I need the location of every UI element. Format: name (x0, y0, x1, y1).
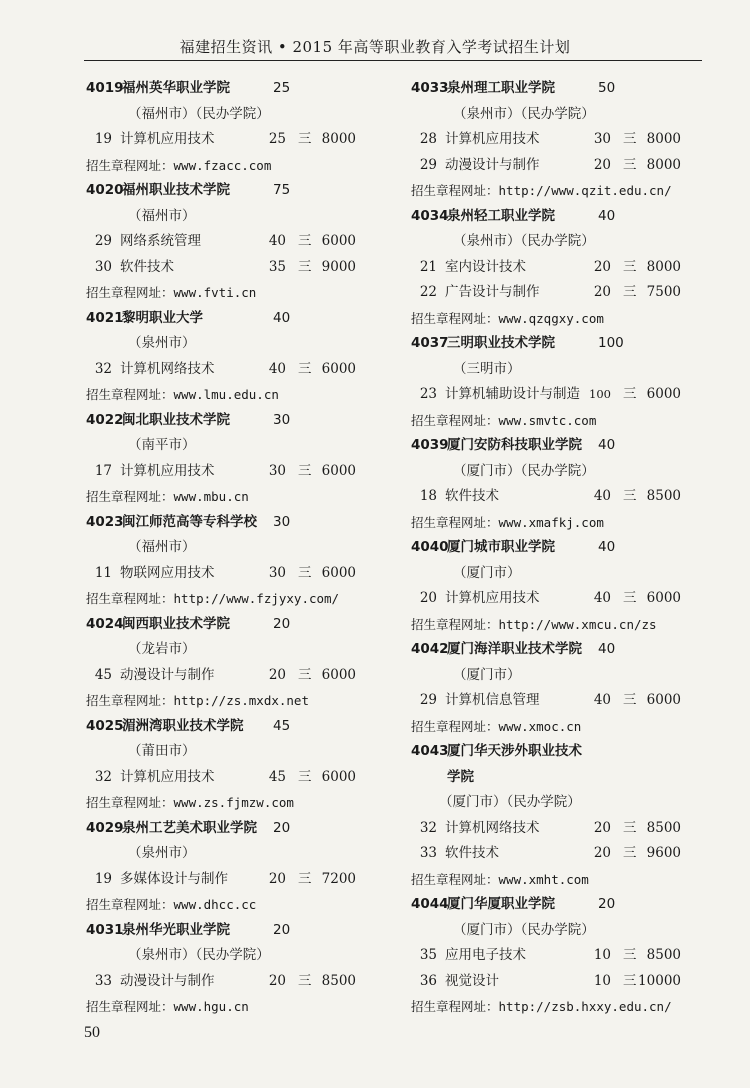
admission-url-label: 招生章程网址： (86, 489, 174, 504)
major-plan: 20 (593, 156, 611, 173)
major-fee: 8000 (646, 131, 681, 147)
major-fee: 7200 (321, 870, 356, 887)
school-region: （泉州市） (128, 845, 196, 861)
admission-url-label: 招生章程网址： (411, 310, 499, 326)
school-region: （厦门市） (453, 564, 521, 581)
school-region: （厦门市） (453, 666, 521, 683)
major-plan: 30 (593, 131, 611, 147)
major-plan: 30 (268, 564, 286, 581)
school-region: （厦门市）（民办学院） (439, 794, 581, 810)
school-name: 厦门海洋职业技术学院 (447, 641, 582, 657)
school-region: （厦门市）（民办学院） (453, 921, 595, 938)
school-name: 三明职业技术学院 (447, 335, 555, 351)
major-name: 网络系统管理 (120, 233, 201, 249)
school-quota: 45 (273, 717, 291, 734)
major-code: 33 (94, 972, 112, 989)
school-name: 泉州轻工职业学院 (447, 207, 555, 224)
school-code: 4025 (86, 717, 124, 734)
major-code: 19 (94, 870, 112, 887)
major-row (86, 561, 386, 587)
school-heading (411, 433, 711, 459)
major-years: 三 (623, 819, 637, 836)
major-years: 三 (623, 386, 637, 402)
major-row (86, 127, 386, 153)
admission-url-link[interactable]: www.zs.fjmzw.com (173, 795, 294, 810)
page-header: 福建招生资讯 • 2015 年高等职业教育入学考试招生计划 (179, 38, 571, 56)
school-quota: 20 (273, 819, 291, 836)
major-code: 32 (94, 360, 112, 377)
major-fee: 8500 (321, 972, 356, 989)
major-name: 计算机网络技术 (120, 360, 215, 377)
major-plan: 100 (589, 387, 611, 401)
admission-url-link[interactable]: www.fzacc.com (173, 157, 272, 173)
school-name: 泉州理工职业学院 (447, 80, 555, 96)
major-row (411, 382, 711, 408)
admission-url-label: 招生章程网址： (411, 183, 499, 198)
school-code: 4040 (411, 539, 449, 555)
admission-url-row (411, 867, 711, 893)
school-heading (86, 714, 386, 740)
major-plan: 35 (268, 258, 286, 275)
school-region: （厦门市）（民办学院） (453, 462, 595, 479)
school-heading (411, 739, 711, 790)
school-code: 4034 (411, 207, 449, 224)
major-fee: 6000 (646, 386, 681, 402)
major-years: 三 (623, 692, 637, 708)
major-name: 动漫设计与制作 (120, 666, 215, 683)
major-years: 三 (298, 666, 312, 683)
school-code: 4042 (411, 641, 449, 657)
major-row (411, 586, 711, 612)
admission-url-row (411, 994, 711, 1020)
major-years: 三 (298, 258, 312, 275)
major-code: 23 (419, 386, 437, 402)
admission-url-label: 招生章程网址： (86, 795, 174, 810)
major-row (411, 153, 711, 179)
school-name: 福州英华职业学院 (122, 80, 230, 96)
school-name: 厦门城市职业学院 (447, 539, 555, 555)
school-code: 4029 (86, 819, 124, 836)
major-name: 软件技术 (120, 258, 174, 275)
admission-url-label: 招生章程网址： (86, 591, 174, 606)
admission-url-link[interactable]: www.dhcc.cc (173, 897, 257, 912)
major-years: 三 (623, 156, 637, 173)
admission-url-row (411, 510, 711, 536)
school-quota: 30 (273, 411, 291, 428)
admission-url-label: 招生章程网址： (86, 157, 174, 173)
admission-url-label: 招生章程网址： (411, 871, 499, 887)
major-code: 36 (419, 972, 437, 989)
major-code: 32 (94, 768, 112, 785)
school-region: （三明市） (453, 360, 521, 377)
major-plan: 45 (268, 768, 286, 785)
major-plan: 10 (593, 972, 611, 989)
major-plan: 40 (593, 692, 611, 708)
admission-url-link[interactable]: www.smvtc.com (498, 412, 597, 428)
admission-url-row (86, 790, 386, 816)
admission-url-label: 招生章程网址： (411, 412, 499, 428)
major-code: 45 (94, 666, 112, 683)
school-heading (411, 331, 711, 357)
major-name: 计算机网络技术 (445, 819, 540, 836)
major-plan: 40 (593, 488, 611, 504)
major-plan: 25 (268, 131, 286, 147)
admission-url-link[interactable]: www.fvti.cn (173, 285, 257, 300)
admission-url-row (411, 714, 711, 740)
school-code: 4031 (86, 921, 124, 938)
major-code: 29 (94, 233, 112, 249)
major-plan: 40 (268, 360, 286, 377)
major-fee: 6000 (321, 666, 356, 683)
major-fee: 10000 (638, 972, 681, 989)
major-plan: 20 (268, 666, 286, 683)
school-name: 泉州华光职业学院 (122, 921, 230, 938)
school-region: （泉州市）（民办学院） (453, 233, 595, 249)
major-fee: 8500 (646, 947, 681, 963)
major-plan: 20 (268, 972, 286, 989)
admission-url-label: 招生章程网址： (411, 616, 499, 632)
major-fee: 6000 (646, 590, 681, 606)
admission-url-link[interactable]: www.lmu.edu.cn (173, 387, 279, 402)
major-name: 计算机信息管理 (445, 692, 540, 708)
school-region: （福州市） (128, 539, 196, 555)
school-quota: 100 (598, 335, 624, 351)
school-quota: 40 (598, 539, 616, 555)
major-years: 三 (298, 768, 312, 785)
major-years: 三 (623, 845, 637, 861)
school-quota: 40 (598, 207, 616, 224)
major-fee: 8000 (321, 131, 356, 147)
major-row (411, 969, 711, 995)
admission-url-row (86, 994, 386, 1020)
major-code: 11 (94, 564, 112, 581)
major-row (411, 255, 711, 281)
major-plan: 20 (593, 284, 611, 300)
major-row (411, 484, 711, 510)
school-quota: 20 (598, 896, 616, 912)
major-name: 计算机应用技术 (445, 131, 540, 147)
major-row (411, 816, 711, 842)
admission-url-label: 招生章程网址： (86, 285, 174, 300)
major-fee: 6000 (321, 768, 356, 785)
admission-url-link[interactable]: www.xmoc.cn (498, 718, 582, 734)
major-row (86, 459, 386, 485)
major-code: 33 (419, 845, 437, 861)
major-row (411, 943, 711, 969)
major-years: 三 (623, 131, 637, 147)
major-name: 室内设计技术 (445, 258, 526, 275)
school-code: 4021 (86, 309, 124, 326)
major-name: 软件技术 (445, 845, 499, 861)
header-rule (84, 60, 702, 61)
major-years: 三 (623, 947, 637, 963)
major-plan: 30 (268, 462, 286, 479)
major-name: 动漫设计与制作 (120, 972, 215, 989)
school-name: 闽北职业技术学院 (122, 411, 230, 428)
admission-url-row (411, 408, 711, 434)
major-name: 计算机应用技术 (445, 590, 540, 606)
admission-url-label: 招生章程网址： (86, 999, 174, 1014)
major-row (411, 127, 711, 153)
school-heading (411, 204, 711, 230)
major-code: 35 (419, 947, 437, 963)
major-years: 三 (298, 131, 312, 147)
admission-url-row (86, 153, 386, 179)
major-years: 三 (623, 972, 637, 989)
major-code: 20 (419, 590, 437, 606)
major-fee: 8000 (646, 258, 681, 275)
major-name: 计算机应用技术 (120, 768, 215, 785)
school-code: 4023 (86, 513, 124, 530)
school-region: （泉州市）（民办学院） (128, 947, 270, 963)
major-row (86, 663, 386, 689)
major-code: 29 (419, 156, 437, 173)
school-name: 厦门华厦职业学院 (447, 896, 555, 912)
admission-url-link[interactable]: www.xmafkj.com (498, 514, 604, 530)
major-plan: 40 (593, 590, 611, 606)
major-name: 动漫设计与制作 (445, 156, 540, 173)
major-code: 32 (419, 819, 437, 836)
school-heading (86, 76, 386, 102)
major-plan: 20 (593, 819, 611, 836)
school-code: 4039 (411, 437, 449, 453)
major-fee: 6000 (321, 360, 356, 377)
school-heading (411, 637, 711, 663)
admission-url-label: 招生章程网址： (86, 693, 174, 708)
major-code: 19 (94, 131, 112, 147)
school-heading (411, 892, 711, 918)
major-name: 应用电子技术 (445, 947, 526, 963)
school-code: 4043 (411, 743, 449, 759)
admission-url-link[interactable]: http://www.qzit.edu.cn/ (498, 183, 672, 198)
major-years: 三 (623, 284, 637, 300)
admission-url-link[interactable]: www.hgu.cn (173, 999, 249, 1014)
school-code: 4019 (86, 80, 124, 96)
school-region: （龙岩市） (128, 641, 196, 657)
major-years: 三 (623, 258, 637, 275)
school-region: （福州市）（民办学院） (128, 105, 270, 122)
school-code: 4033 (411, 80, 449, 96)
school-heading (86, 306, 386, 332)
major-plan: 20 (593, 258, 611, 275)
school-name: 福州职业技术学院 (122, 182, 230, 198)
major-fee: 7500 (646, 284, 681, 300)
major-row (86, 969, 386, 995)
major-plan: 10 (593, 947, 611, 963)
major-fee: 8500 (646, 488, 681, 504)
major-plan: 40 (268, 233, 286, 249)
school-heading (411, 535, 711, 561)
major-row (86, 229, 386, 255)
major-fee: 6000 (321, 462, 356, 479)
admission-url-row (411, 612, 711, 638)
page-number: 50 (84, 1024, 100, 1041)
school-name: 闽西职业技术学院 (122, 615, 230, 632)
admission-url-link[interactable]: http://zs.mxdx.net (173, 693, 309, 708)
major-fee: 8000 (646, 156, 681, 173)
admission-url-label: 招生章程网址： (86, 387, 174, 402)
admission-url-link[interactable]: www.qzqgxy.com (498, 310, 604, 326)
admission-url-link[interactable]: www.xmht.com (498, 871, 589, 887)
major-plan: 20 (268, 870, 286, 887)
major-fee: 6000 (646, 692, 681, 708)
school-code: 4037 (411, 335, 449, 351)
major-years: 三 (623, 590, 637, 606)
major-row (86, 867, 386, 893)
school-region: （莆田市） (128, 743, 196, 759)
major-name: 广告设计与制作 (445, 284, 540, 300)
major-years: 三 (298, 462, 312, 479)
major-name: 计算机应用技术 (120, 131, 215, 147)
school-quota: 40 (598, 641, 616, 657)
major-code: 21 (419, 258, 437, 275)
admission-url-row (86, 484, 386, 510)
school-quota: 30 (273, 513, 291, 530)
major-name: 计算机应用技术 (120, 462, 215, 479)
school-quota: 20 (273, 921, 291, 938)
school-heading (411, 76, 711, 102)
major-years: 三 (298, 972, 312, 989)
admission-url-row (411, 178, 711, 204)
admission-url-label: 招生章程网址： (411, 514, 499, 530)
school-region: （福州市） (128, 207, 196, 224)
major-name: 视觉设计 (445, 972, 499, 989)
school-name: 厦门华天涉外职业技术学院 (447, 743, 582, 785)
major-plan: 20 (593, 845, 611, 861)
major-name: 多媒体设计与制作 (120, 870, 228, 887)
school-quota: 75 (273, 182, 291, 198)
major-name: 软件技术 (445, 488, 499, 504)
major-row (86, 765, 386, 791)
major-code: 29 (419, 692, 437, 708)
admission-url-label: 招生章程网址： (411, 999, 499, 1014)
school-heading (86, 612, 386, 638)
major-fee: 9600 (646, 845, 681, 861)
major-code: 30 (94, 258, 112, 275)
school-quota: 20 (273, 615, 291, 632)
school-quota: 50 (598, 80, 616, 96)
major-fee: 9000 (321, 258, 356, 275)
school-heading (86, 918, 386, 944)
major-row (411, 841, 711, 867)
school-name: 厦门安防科技职业学院 (447, 437, 582, 453)
school-quota: 40 (598, 437, 616, 453)
school-name: 泉州工艺美术职业学院 (122, 819, 257, 836)
major-row (86, 255, 386, 281)
major-years: 三 (298, 360, 312, 377)
school-heading (86, 816, 386, 842)
major-fee: 8500 (646, 819, 681, 836)
admission-url-row (411, 306, 711, 332)
school-code: 4044 (411, 896, 449, 912)
left-column (86, 76, 386, 1020)
school-quota: 40 (273, 309, 291, 326)
school-code: 4022 (86, 411, 124, 428)
school-name: 湄洲湾职业技术学院 (122, 717, 244, 734)
admission-url-row (86, 280, 386, 306)
school-name: 黎明职业大学 (122, 309, 203, 326)
school-quota: 25 (273, 80, 291, 96)
school-region: （泉州市）（民办学院） (453, 105, 595, 122)
admission-url-label: 招生章程网址： (411, 718, 499, 734)
major-fee: 6000 (321, 564, 356, 581)
school-code: 4024 (86, 615, 124, 632)
admission-url-row (86, 688, 386, 714)
admission-url-link[interactable]: http://www.xmcu.cn/zs (498, 616, 657, 632)
school-name: 闽江师范高等专科学校 (122, 513, 257, 530)
major-code: 18 (419, 488, 437, 504)
major-years: 三 (623, 488, 637, 504)
major-years: 三 (298, 870, 312, 887)
admission-url-link[interactable]: http://zsb.hxxy.edu.cn/ (498, 999, 672, 1014)
major-name: 物联网应用技术 (120, 564, 215, 581)
major-code: 28 (419, 131, 437, 147)
major-name: 计算机辅助设计与制造 (445, 386, 580, 402)
major-row (411, 280, 711, 306)
major-years: 三 (298, 233, 312, 249)
school-heading (86, 510, 386, 536)
admission-url-row (86, 892, 386, 918)
school-heading (86, 408, 386, 434)
major-fee: 6000 (321, 233, 356, 249)
major-code: 17 (94, 462, 112, 479)
school-heading (86, 178, 386, 204)
admission-url-label: 招生章程网址： (86, 897, 174, 912)
major-row (86, 357, 386, 383)
admission-url-row (86, 382, 386, 408)
major-years: 三 (298, 564, 312, 581)
admission-url-link[interactable]: http://www.fzjyxy.com/ (173, 591, 340, 606)
major-code: 22 (419, 284, 437, 300)
admission-url-row (86, 586, 386, 612)
major-row (411, 688, 711, 714)
school-code: 4020 (86, 182, 124, 198)
school-region: （泉州市） (128, 335, 196, 351)
admission-url-link[interactable]: www.mbu.cn (173, 489, 249, 504)
right-column (411, 76, 711, 1020)
school-region: （南平市） (128, 437, 196, 453)
